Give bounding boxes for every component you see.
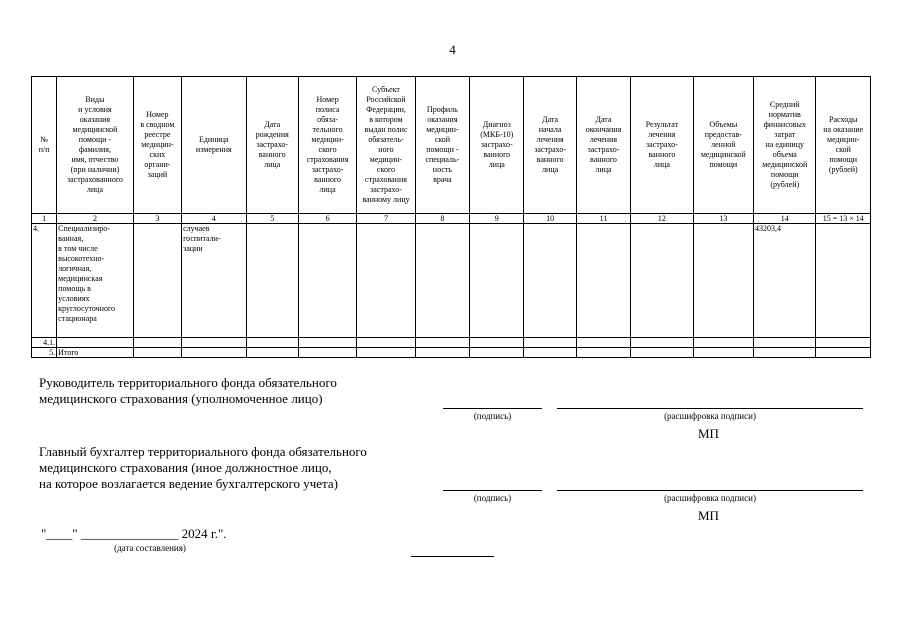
column-number: 2 [57, 214, 134, 224]
accountant-name-caption: (расшифровка подписи) [664, 493, 756, 503]
column-number: 13 [693, 214, 753, 224]
table-cell [693, 348, 753, 358]
head-stamp-place: МП [698, 426, 719, 441]
table-cell [524, 224, 576, 338]
column-number: 8 [415, 214, 469, 224]
table-cell [524, 338, 576, 348]
head-signature-line [443, 408, 542, 409]
table-cell [816, 224, 871, 338]
total-label-cell: Итого [57, 348, 134, 358]
column-number: 5 [246, 214, 298, 224]
table-cell [415, 348, 469, 358]
column-number: 7 [357, 214, 415, 224]
header-cell: Объемы предостав- ленной медицинской помощи [693, 77, 753, 214]
table-cell [693, 338, 753, 348]
table-cell [631, 348, 693, 358]
table-cell [816, 348, 871, 358]
table-cell [631, 338, 693, 348]
table-row [32, 224, 871, 338]
head-name-line [557, 408, 863, 409]
table-cell [182, 338, 246, 348]
accountant-signatory-title: Главный бухгалтер территориального фонда обязательного медицинского страхования (иное должностное лицо, на которое возлагается ведение бухгалтерского учета) [39, 444, 367, 491]
head-signatory-title: Руководитель территориального фонда обязательного медицинского страхования (уполномоченное лицо) [39, 375, 337, 406]
table-cell [470, 224, 524, 338]
compilation-date-caption: (дата составления) [114, 543, 186, 553]
page-number: 4 [449, 42, 456, 57]
table-cell [246, 348, 298, 358]
header-cell: Средний норматив финансовых затрат на единицу объема медицинской помощи (рублей) [754, 77, 816, 214]
header-cell: Диагноз (МКБ-10) застрахо- ванного лица [470, 77, 524, 214]
table-row [32, 348, 871, 358]
norm-cost-cell: 43203,4 [754, 224, 816, 338]
table-cell [693, 224, 753, 338]
header-cell: Виды и условия оказания медицинской помощи - фамилия, имя, отчество (при наличии) застрахованного лица [57, 77, 134, 214]
header-cell: Дата окончания лечения застрахо- ванного лица [576, 77, 630, 214]
table-cell [133, 224, 181, 338]
table-cell [754, 348, 816, 358]
table-cell [298, 224, 356, 338]
head-signature-caption: (подпись) [473, 411, 512, 421]
header-cell: Номер полиса обяза- тельного медицин- ского страхования застрахо- ванного лица [298, 77, 356, 214]
table-cell [470, 338, 524, 348]
table-cell [576, 224, 630, 338]
table-cell [357, 348, 415, 358]
table-cell [298, 338, 356, 348]
table-cell [298, 348, 356, 358]
table-cell [524, 348, 576, 358]
table-cell [470, 348, 524, 358]
column-number: 6 [298, 214, 356, 224]
header-cell: Единица измерения [182, 77, 246, 214]
head-name-caption: (расшифровка подписи) [664, 411, 756, 421]
table-cell [576, 348, 630, 358]
column-number: 11 [576, 214, 630, 224]
table-cell [357, 338, 415, 348]
accountant-signature-line [443, 490, 542, 491]
column-number: 15 = 13 × 14 [816, 214, 871, 224]
accountant-name-line [557, 490, 863, 491]
table-cell [246, 338, 298, 348]
header-cell: Результат лечения застрахо- ванного лица [631, 77, 693, 214]
header-cell: Дата начала лечения застрахо- ванного лица [524, 77, 576, 214]
column-number: 10 [524, 214, 576, 224]
table-cell [754, 338, 816, 348]
table-cell [182, 348, 246, 358]
row-number-cell: 4.1. [32, 338, 57, 348]
table-row [32, 338, 871, 348]
table-cell [816, 338, 871, 348]
column-number: 9 [470, 214, 524, 224]
accountant-stamp-place: МП [698, 508, 719, 523]
table-cell [576, 338, 630, 348]
row-number-cell: 4. [32, 224, 57, 338]
header-cell: Расходы на оказание медицин- ской помощи (рублей) [816, 77, 871, 214]
table-cell [415, 224, 469, 338]
column-number: 14 [754, 214, 816, 224]
header-cell: Номер в сводном реестре медицин- ских органи- заций [133, 77, 181, 214]
table-cell [357, 224, 415, 338]
table-cell [133, 348, 181, 358]
header-cell: № п/п [32, 77, 57, 214]
column-number-row [32, 214, 871, 224]
table-cell [631, 224, 693, 338]
table-cell [133, 338, 181, 348]
header-cell: Субъект Российской Федерации, в котором выдан полис обязатель- ного медицин- ского страхования застрахо- ванному лицу [357, 77, 415, 214]
header-row [32, 77, 871, 214]
compilation-date: "____" _______________ 2024 г.". [41, 526, 227, 541]
column-number: 3 [133, 214, 181, 224]
header-cell: Профиль оказания медицин- ской помощи - специаль- ность врача [415, 77, 469, 214]
unit-cell: случаев госпитали- зации [182, 224, 246, 338]
column-number: 12 [631, 214, 693, 224]
table-cell [415, 338, 469, 348]
care-type-cell: Специализиро- ванная, в том числе высокотехно- логичная, медицинская помощь в условиях круглосуточного стационара [57, 224, 134, 338]
table-cell [57, 338, 134, 348]
accountant-signature-caption: (подпись) [473, 493, 512, 503]
row-number-cell: 5. [32, 348, 57, 358]
footer-line [411, 556, 494, 557]
header-cell: Дата рождения застрахо- ванного лица [246, 77, 298, 214]
medical-expenses-table [31, 76, 871, 358]
table-cell [246, 224, 298, 338]
column-number: 1 [32, 214, 57, 224]
column-number: 4 [182, 214, 246, 224]
